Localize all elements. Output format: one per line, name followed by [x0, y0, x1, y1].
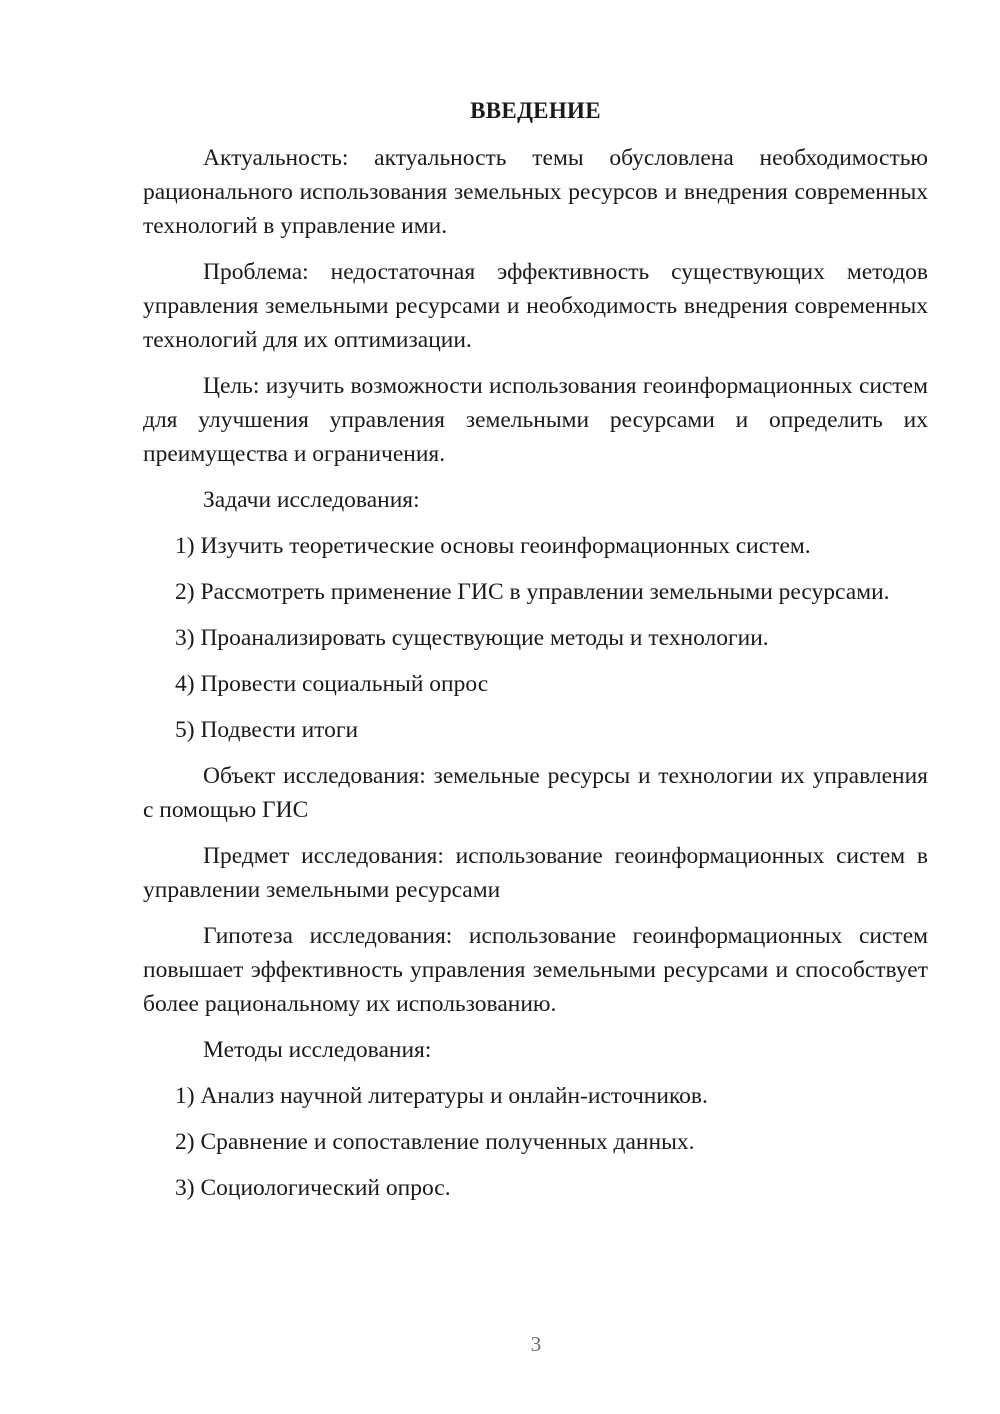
subject-paragraph: Предмет исследования: использование геоинформационных систем в управлении земельными ресурсами	[143, 843, 928, 903]
task-item: 2) Рассмотреть применение ГИС в управлении земельными ресурсами.	[175, 579, 890, 605]
page-number: 3	[530, 1332, 542, 1356]
hypothesis-paragraph: Гипотеза исследования: использование геоинформационных систем повышает эффективность управления земельными ресурсами и способствует более рациональному их использованию.	[143, 923, 928, 1017]
task-item: 3) Проанализировать существующие методы и технологии.	[175, 625, 769, 651]
task-item: 5) Подвести итоги	[175, 717, 359, 743]
page-content	[143, 94, 928, 1217]
relevance-paragraph: Актуальность: актуальность темы обусловлена необходимостью рационального использования земельных ресурсов и внедрения современных технологий в управление ими.	[143, 145, 928, 239]
page-title: ВВЕДЕНИЕ	[470, 98, 601, 123]
goal-paragraph: Цель: изучить возможности использования геоинформационных систем для улучшения управления земельными ресурсами и определить их преимущества и ограничения.	[143, 373, 928, 467]
method-item: 1) Анализ научной литературы и онлайн-источников.	[175, 1083, 708, 1109]
problem-paragraph: Проблема: недостаточная эффективность существующих методов управления земельными ресурсами и необходимость внедрения современных технологий для их оптимизации.	[143, 259, 928, 353]
tasks-heading: Задачи исследования:	[203, 487, 420, 513]
method-item: 3) Социологический опрос.	[175, 1175, 451, 1201]
task-item: 4) Провести социальный опрос	[175, 671, 489, 697]
method-item: 2) Сравнение и сопоставление полученных данных.	[175, 1129, 695, 1155]
object-paragraph: Объект исследования: земельные ресурсы и технологии их управления с помощью ГИС	[143, 763, 928, 823]
task-item: 1) Изучить теоретические основы геоинформационных систем.	[175, 533, 811, 559]
methods-heading: Методы исследования:	[203, 1037, 432, 1063]
